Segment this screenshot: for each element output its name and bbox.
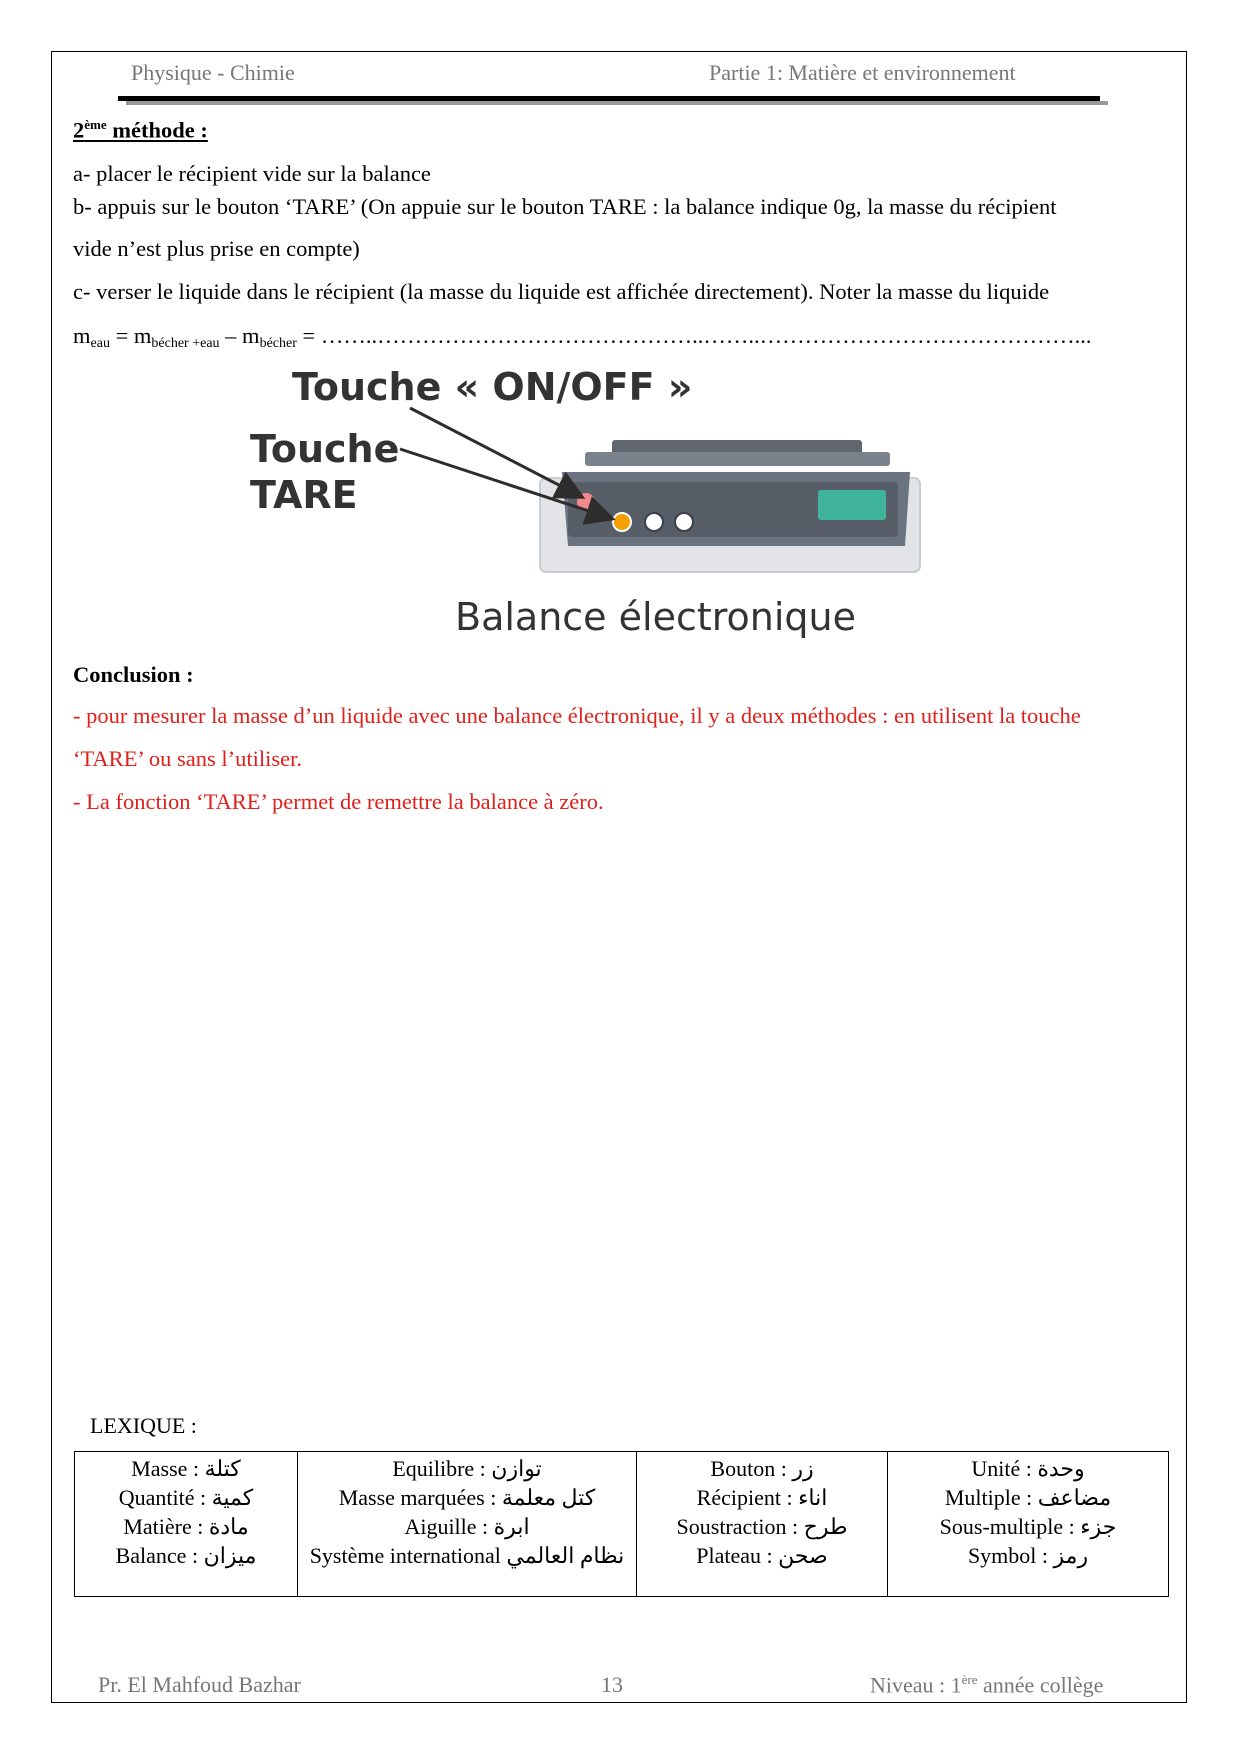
step-b-continued: vide n’est plus prise en compte) [73, 236, 360, 261]
balance-caption: Balance électronique [455, 595, 857, 639]
tare-label-line2: TARE [250, 473, 358, 517]
lexique-item: Quantité : كمية [118, 1485, 254, 1510]
lexique-table [74, 1451, 1169, 1597]
lexique-item: Plateau : صحن [696, 1543, 828, 1568]
balance-button-4 [675, 513, 693, 531]
onoff-arrow [410, 408, 580, 496]
step-a: a- placer le récipient vide sur la balance [73, 161, 431, 186]
lexique-col-1 [75, 1452, 298, 1597]
conclusion-line-1: - pour mesurer la masse d’un liquide avec une balance électronique, il y a deux méthodes : en utilisent la touche [73, 703, 1081, 728]
lexique-item: Matière : مادة [123, 1514, 249, 1539]
lexique-item: Aiguille : ابرة [404, 1514, 530, 1539]
lexique-col-3 [637, 1452, 888, 1597]
lexique-item: Bouton : زر [710, 1456, 814, 1481]
balance-button-3 [645, 513, 663, 531]
header-rule [118, 96, 1100, 101]
balance-diagram [250, 360, 1000, 660]
lexique-item: Unité : وحدة [971, 1456, 1085, 1481]
lexique-col-2 [298, 1452, 637, 1597]
conclusion-line-2: ‘TARE’ ou sans l’utiliser. [73, 746, 302, 771]
step-c: c- verser le liquide dans le récipient (la masse du liquide est affichée directement). Noter la masse du liquide [73, 279, 1050, 304]
lexique-item: Equilibre : توازن [392, 1456, 542, 1481]
balance-display [818, 490, 886, 520]
header-subject: Physique - Chimie [131, 60, 295, 85]
lexique-item: Multiple : مضاعف [944, 1485, 1112, 1510]
conclusion-line-3: - La fonction ‘TARE’ permet de remettre la balance à zéro. [73, 789, 604, 814]
lexique-title: LEXIQUE : [90, 1413, 197, 1438]
balance-plate-rim [585, 452, 890, 466]
lexique-item: Masse marquées : كتل معلمة [338, 1485, 596, 1510]
tare-button [613, 513, 631, 531]
header-rule-shadow [126, 101, 1108, 105]
step-b: b- appuis sur le bouton ‘TARE’ (On appuie sur le bouton TARE : la balance indique 0g, la masse du récipient [73, 194, 1057, 219]
lexique-col-4 [888, 1452, 1169, 1597]
lexique-item: Système international نظام العالمي [309, 1543, 625, 1568]
tare-label-line1: Touche [250, 427, 400, 471]
conclusion-title: Conclusion : [73, 662, 194, 687]
lexique-item: Soustraction : طرح [676, 1514, 848, 1539]
mass-formula: $m_{eau} = m_{bécher +eau} - m_{bécher}$ = ……..……………………………………..……..……………………………………... [73, 323, 1092, 351]
footer-page-number: 13 [601, 1672, 623, 1697]
footer-level: Niveau : 1ère année collège [870, 1672, 1104, 1698]
lexique-item: Sous-multiple : جزء [939, 1514, 1117, 1539]
method-title: 2ème méthode : [73, 117, 208, 143]
lexique-item: Récipient : اناء [696, 1485, 828, 1510]
lexique-item: Masse : كتلة [131, 1456, 241, 1481]
onoff-label: Touche « ON/OFF » [292, 365, 693, 409]
lexique-item: Balance : ميزان [115, 1543, 257, 1568]
footer-author: Pr. El Mahfoud Bazhar [98, 1672, 301, 1697]
lexique-item: Symbol : رمز [967, 1543, 1089, 1568]
header-part: Partie 1: Matière et environnement [709, 60, 1016, 85]
